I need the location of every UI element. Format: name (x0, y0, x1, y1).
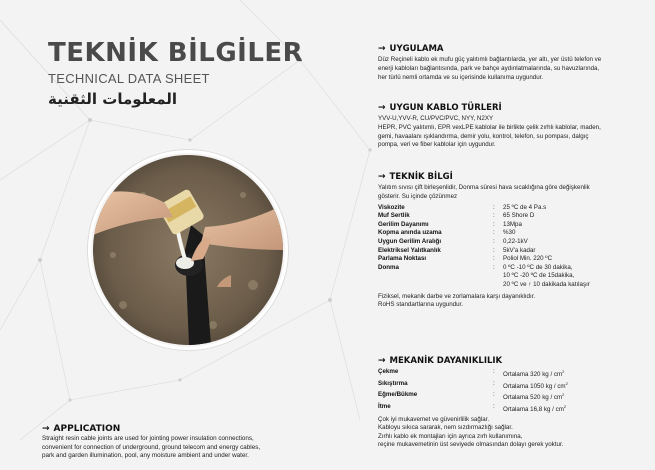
page-subtitle-arabic: المعلومات الثقنية (48, 90, 178, 108)
application-heading: → APPLICATION (42, 424, 121, 434)
arrow-right-icon: → (378, 172, 386, 182)
arrow-right-icon: → (378, 356, 386, 366)
application-text: Straight resin cable joints are used for jointing power insulation connections, convenient for connection of underground, ground telecom and energy cables, park and garden illumination, pool, any moisture ambient and under water. (42, 435, 261, 460)
page-subtitle-english: TECHNICAL DATA SHEET (48, 71, 210, 86)
page-title: TEKNİK BİLGİLER (48, 38, 304, 68)
technical-info-notes: Fiziksel, mekanik darbe ve zorlamalara karşı dayanıklıdır. RoHS standartlarına uygundur. (378, 292, 536, 309)
arrow-right-icon: → (42, 424, 50, 434)
mechanical-durability-heading: → MEKANİK DAYANIKLILIK (378, 356, 503, 366)
spec-row: Eğme/Bükme : Ortalama 520 kg / $cm^2$ (378, 391, 565, 402)
arrow-right-icon: → (378, 103, 386, 113)
spec-row: Donma : 0 ºC -10 ºC de 30 dakika, 10 ºC -20 ºC de 15dakika, 20 ºC ve ↑ 10 dakikada katılaşır (378, 263, 590, 288)
technical-info-intro: Yalıtım sıvısı çift birleşenlidir, Donma süresi hava sıcaklığına göre değişkenlik gösterir. Su içinde çözünmez (378, 184, 590, 200)
arrow-right-icon: → (378, 44, 386, 54)
application-section (42, 424, 342, 461)
spec-row: İtme : Ortalama 16,8 kg / $cm^2$ (378, 402, 567, 414)
cable-types-section (378, 103, 648, 150)
cable-types-heading: → UYGUN KABLO TÜRLERİ (378, 103, 502, 113)
cable-types-text: YVV-U,YVV-R, CU/PVC/PVC, NYY, N2XY HEPR, PVC yalıtımlı, EPR vexLPE kablolar ile birlikte çelik zırhlı kablolar, maden, gemi, havaalanı ışıklandırma, demir yolu, kontrol, telefon, su pompası, dalgıç pompa, veri ve fiber kablolar için uygundur. (378, 115, 601, 149)
spec-row: Viskozite : 25 ºC de 4 Pa.s (378, 203, 547, 211)
technical-info-heading: → TEKNİK BİLGİ (378, 172, 453, 182)
mechanical-notes: Çok iyi mukavemet ve güvenirlilik sağlar. Kabloyu sıkıca sararak, nem sızdırmazlığı sağlar. Zırhlı kablo ek montajları için ayrıca zırh kullanımına, reçine mukavemetinin üst seviyede olmasından dolayı gerek yoktur. (378, 415, 564, 449)
technical-info-section (378, 172, 648, 310)
technical-spec-table (378, 204, 648, 290)
mechanical-spec-table (378, 368, 648, 415)
uygulama-heading: → UYGULAMA (378, 44, 444, 54)
spec-row: Gerilim Dayanımı : 13Mpa (378, 220, 522, 228)
spec-row: Uygun Gerilim Aralığı : 0,22-1kV (378, 237, 528, 245)
spec-row: Kopma anında uzama : %30 (378, 229, 516, 237)
installation-photo (93, 155, 283, 345)
spec-row: Çekme : Ortalama 320 kg / $cm^2$ (378, 368, 565, 379)
spec-row: Parlama Noktası : Poliol Min. 220 ºC (378, 255, 553, 263)
uygulama-section (378, 44, 648, 82)
spec-row: Elektriksel Yalıtkanlık : 5kV'a kadar (378, 246, 536, 254)
title-block (48, 38, 303, 108)
mechanical-durability-section (378, 356, 648, 450)
spec-row: Muf Sertlik : 65 Shore D (378, 212, 535, 220)
uygulama-text: Düz Reçineli kablo ek mufu güç yalıtımlı bağlantılarda, yer altı, yer üstü telefon ve enerji kabloları bağlantısında, park ve bahçe aydınlatmalarında, su havuzlarında, her türlü nemli ortamda ve su içerisinde kullanıma uygundur. (378, 56, 602, 81)
spec-row: Sıkıştırma : Ortalama 1050 kg / $cm^2$ (378, 379, 568, 390)
